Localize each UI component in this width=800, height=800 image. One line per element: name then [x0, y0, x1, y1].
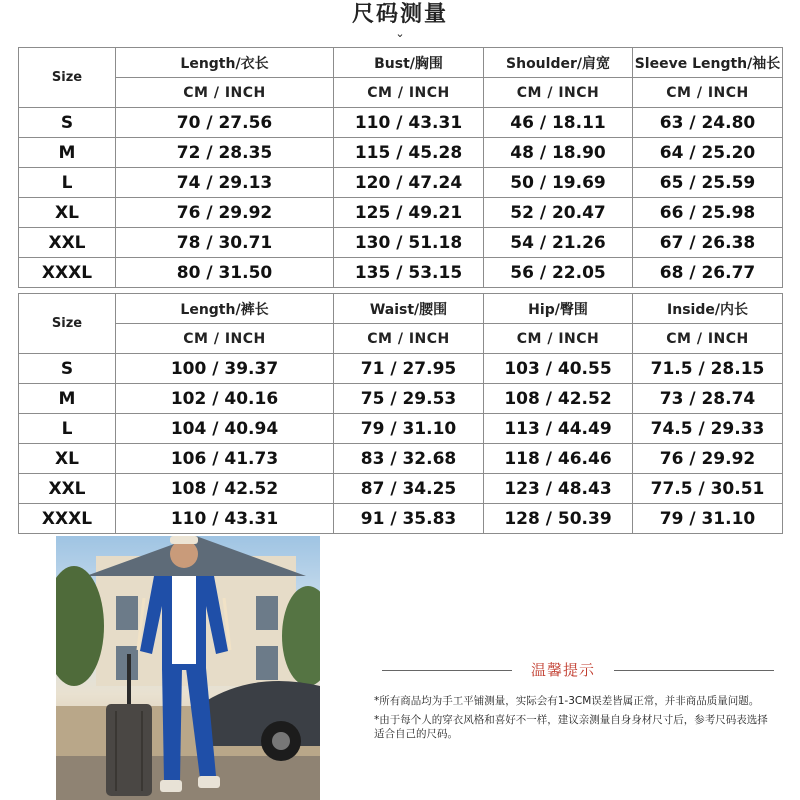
unit-label: CM / INCH — [334, 78, 484, 108]
measurement-cell: 125 / 49.21 — [334, 198, 484, 228]
measurement-cell: 76 / 29.92 — [633, 444, 783, 474]
measurement-cell: 108 / 42.52 — [116, 474, 334, 504]
column-header: Shoulder/肩宽 — [484, 48, 633, 78]
measurement-cell: 56 / 22.05 — [484, 258, 633, 288]
model-illustration — [56, 536, 320, 800]
size-label: L — [19, 414, 116, 444]
measurement-cell: 64 / 25.20 — [633, 138, 783, 168]
measurement-cell: 113 / 44.49 — [484, 414, 633, 444]
table-row — [19, 504, 783, 534]
table-row — [19, 384, 783, 414]
measurement-cell: 65 / 25.59 — [633, 168, 783, 198]
divider-left — [382, 670, 512, 671]
measurement-cell: 66 / 25.98 — [633, 198, 783, 228]
measurement-cell: 52 / 20.47 — [484, 198, 633, 228]
column-header: Bust/胸围 — [334, 48, 484, 78]
column-header: Length/衣长 — [116, 48, 334, 78]
measurement-cell: 87 / 34.25 — [334, 474, 484, 504]
unit-label: CM / INCH — [484, 324, 633, 354]
measurement-cell: 120 / 47.24 — [334, 168, 484, 198]
size-label: M — [19, 384, 116, 414]
measurement-cell: 123 / 48.43 — [484, 474, 633, 504]
measurement-cell: 104 / 40.94 — [116, 414, 334, 444]
measurement-cell: 108 / 42.52 — [484, 384, 633, 414]
table-row — [19, 228, 783, 258]
measurement-cell: 83 / 32.68 — [334, 444, 484, 474]
unit-label: CM / INCH — [633, 324, 783, 354]
measurement-cell: 74 / 29.13 — [116, 168, 334, 198]
size-label: XL — [19, 444, 116, 474]
column-header: Waist/腰围 — [334, 294, 484, 324]
table-header-row — [19, 48, 783, 78]
table-row — [19, 108, 783, 138]
measurement-cell: 110 / 43.31 — [334, 108, 484, 138]
measurement-cell: 79 / 31.10 — [633, 504, 783, 534]
measurement-cell: 54 / 21.26 — [484, 228, 633, 258]
table-row — [19, 258, 783, 288]
measurement-cell: 74.5 / 29.33 — [633, 414, 783, 444]
measurement-cell: 102 / 40.16 — [116, 384, 334, 414]
size-label: M — [19, 138, 116, 168]
measurement-cell: 76 / 29.92 — [116, 198, 334, 228]
unit-label: CM / INCH — [334, 324, 484, 354]
measurement-cell: 110 / 43.31 — [116, 504, 334, 534]
table-row — [19, 168, 783, 198]
notice-text: *由于每个人的穿衣风格和喜好不一样，建议亲测量自身身材尺寸后，参考尺码表选择适合自己的尺码。 — [374, 714, 768, 740]
table-row — [19, 354, 783, 384]
size-label: S — [19, 108, 116, 138]
notice-title: 温馨提示 — [530, 661, 595, 679]
unit-label: CM / INCH — [484, 78, 633, 108]
measurement-cell: 63 / 24.80 — [633, 108, 783, 138]
size-label: S — [19, 354, 116, 384]
measurement-cell: 78 / 30.71 — [116, 228, 334, 258]
size-label: XXL — [19, 474, 116, 504]
divider-right — [614, 670, 774, 671]
column-header: Length/裤长 — [116, 294, 334, 324]
measurement-cell: 70 / 27.56 — [116, 108, 334, 138]
size-label: XXL — [19, 228, 116, 258]
table-header-row — [19, 294, 783, 324]
measurement-cell: 75 / 29.53 — [334, 384, 484, 414]
measurement-cell: 77.5 / 30.51 — [633, 474, 783, 504]
size-header: Size — [19, 294, 116, 354]
measurement-cell: 46 / 18.11 — [484, 108, 633, 138]
top-size-table — [18, 47, 783, 288]
measurement-cell: 80 / 31.50 — [116, 258, 334, 288]
table-row — [19, 198, 783, 228]
notice-text: *所有商品均为手工平铺测量，实际会有1-3CM误差皆属正常，并非商品质量问题。 — [374, 695, 760, 707]
column-header: Hip/臀围 — [484, 294, 633, 324]
unit-label: CM / INCH — [633, 78, 783, 108]
table-row — [19, 444, 783, 474]
table-row — [19, 414, 783, 444]
measurement-cell: 71 / 27.95 — [334, 354, 484, 384]
measurement-cell: 118 / 46.46 — [484, 444, 633, 474]
column-header: Sleeve Length/袖长 — [633, 48, 783, 78]
product-photo — [56, 536, 320, 800]
size-label: XXXL — [19, 504, 116, 534]
measurement-cell: 79 / 31.10 — [334, 414, 484, 444]
unit-label: CM / INCH — [116, 324, 334, 354]
size-header: Size — [19, 48, 116, 108]
measurement-cell: 48 / 18.90 — [484, 138, 633, 168]
measurement-cell: 128 / 50.39 — [484, 504, 633, 534]
measurement-cell: 71.5 / 28.15 — [633, 354, 783, 384]
unit-row — [19, 324, 783, 354]
size-label: XXXL — [19, 258, 116, 288]
measurement-cell: 103 / 40.55 — [484, 354, 633, 384]
measurement-cell: 73 / 28.74 — [633, 384, 783, 414]
measurement-cell: 115 / 45.28 — [334, 138, 484, 168]
page-title: 尺码测量 — [351, 2, 448, 27]
measurement-cell: 68 / 26.77 — [633, 258, 783, 288]
measurement-cell: 100 / 39.37 — [116, 354, 334, 384]
table-row — [19, 474, 783, 504]
measurement-cell: 50 / 19.69 — [484, 168, 633, 198]
measurement-cell: 106 / 41.73 — [116, 444, 334, 474]
unit-row — [19, 78, 783, 108]
measurement-cell: 130 / 51.18 — [334, 228, 484, 258]
bottom-size-table — [18, 293, 783, 534]
column-header: Inside/内长 — [633, 294, 783, 324]
chevron-down-icon: ⌄ — [395, 27, 405, 40]
measurement-cell: 135 / 53.15 — [334, 258, 484, 288]
size-label: XL — [19, 198, 116, 228]
measurement-cell: 67 / 26.38 — [633, 228, 783, 258]
measurement-cell: 91 / 35.83 — [334, 504, 484, 534]
measurement-cell: 72 / 28.35 — [116, 138, 334, 168]
table-row — [19, 138, 783, 168]
size-label: L — [19, 168, 116, 198]
unit-label: CM / INCH — [116, 78, 334, 108]
